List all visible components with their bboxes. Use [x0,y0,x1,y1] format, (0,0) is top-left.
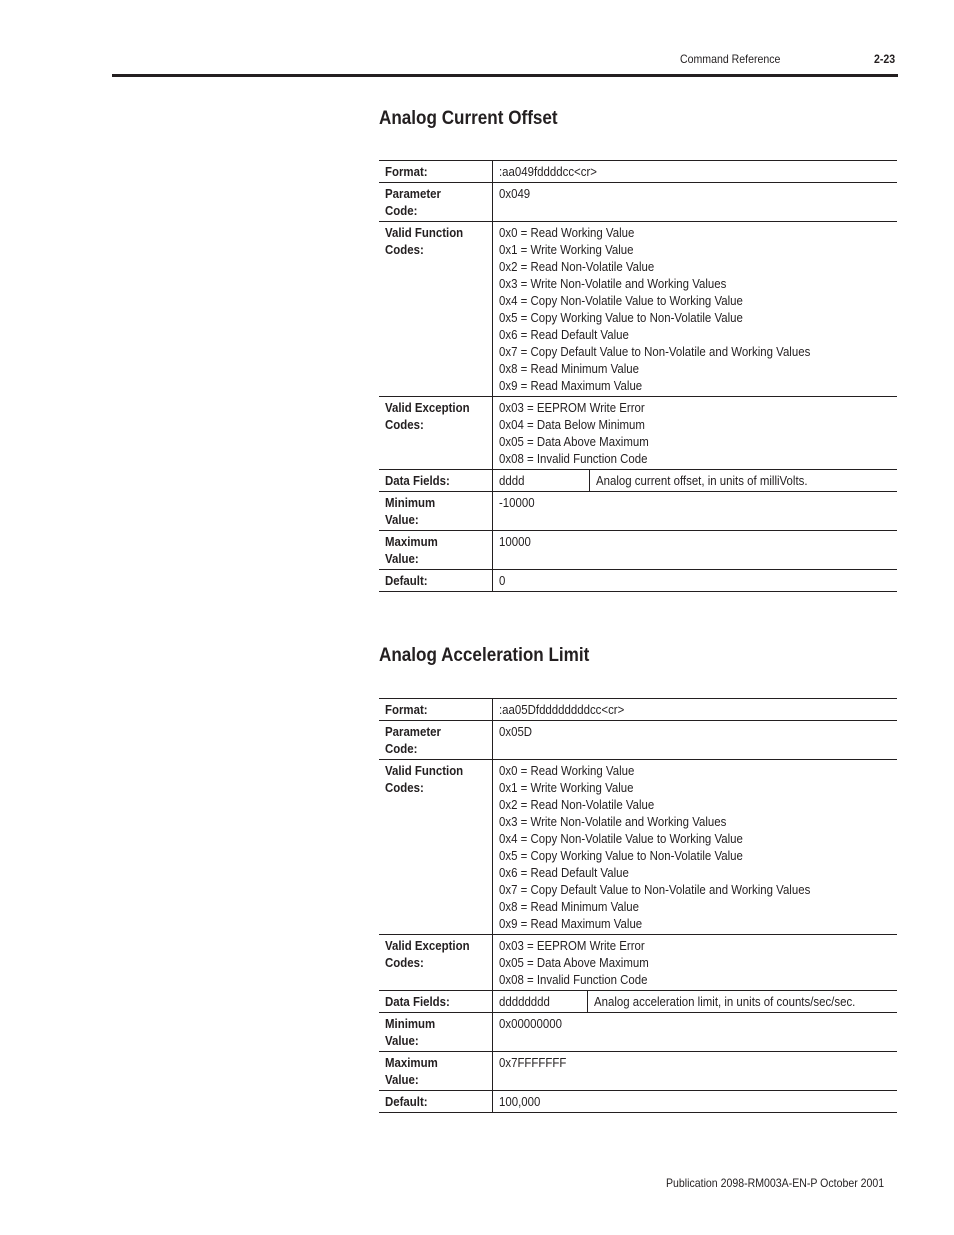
data-field-name: dddddddd [498,994,550,1009]
minimum-value-label: Value: [385,1033,419,1048]
valid-exception-codes-row [379,397,897,470]
function-code-item: 0x7 = Copy Default Value to Non-Volatile and Working Values [499,344,811,359]
exception-code-item: 0x08 = Invalid Function Code [498,972,648,987]
function-code-item: 0x1 = Write Working Value [499,242,634,257]
valid-exception-codes-label: Valid Exception [385,400,470,415]
parameter-code-value: 0x049 [499,186,531,201]
maximum-value-row [379,1052,897,1091]
function-code-item: 0x9 = Read Maximum Value [499,378,643,393]
function-code-item: 0x7 = Copy Default Value to Non-Volatile and Working Values [498,882,810,897]
minimum-value-row [379,1013,897,1052]
valid-exception-codes-label: Codes: [385,955,424,970]
maximum-value-label: Maximum [385,534,438,549]
data-fields-row [379,470,897,492]
function-code-item: 0x2 = Read Non-Volatile Value [499,259,655,274]
valid-exception-codes-row [379,935,897,991]
data-fields-row [379,991,897,1013]
running-header-section: Command Reference [680,52,781,66]
parameter-code-label: Parameter [385,724,441,739]
exception-code-item: 0x03 = EEPROM Write Error [499,400,645,415]
function-code-item: 0x5 = Copy Working Value to Non-Volatile Value [498,848,743,863]
minimum-value-label: Minimum [385,495,436,510]
data-fields-label: Data Fields: [385,473,450,488]
parameter-code-value: 0x05D [498,724,532,739]
function-code-item: 0x5 = Copy Working Value to Non-Volatile Value [499,310,743,325]
minimum-value: 0x00000000 [498,1016,562,1031]
minimum-value-label: Minimum [385,1016,436,1031]
maximum-value-row [379,531,897,570]
function-code-item: 0x8 = Read Minimum Value [499,361,640,376]
format-value: :aa049fddddcc<cr> [499,164,597,179]
parameter-code-label: Code: [385,741,418,756]
format-label: Format: [385,702,428,717]
parameter-code-label: Code: [385,203,418,218]
data-field-description: Analog acceleration limit, in units of counts/sec/sec. [594,994,856,1009]
data-field-description: Analog current offset, in units of milliVolts. [596,473,808,488]
parameter-code-row [379,183,897,222]
exception-code-item: 0x04 = Data Below Minimum [499,417,645,432]
default-value: 0 [499,573,506,588]
data-field-name: dddd [499,473,525,488]
function-code-item: 0x4 = Copy Non-Volatile Value to Working Value [498,831,743,846]
exception-code-item: 0x08 = Invalid Function Code [499,451,648,466]
exception-code-item: 0x05 = Data Above Maximum [499,434,649,449]
maximum-value-label: Value: [385,1072,419,1087]
data-fields-label: Data Fields: [385,994,450,1009]
function-code-item: 0x4 = Copy Non-Volatile Value to Working Value [499,293,743,308]
function-code-item: 0x0 = Read Working Value [498,763,635,778]
format-value: :aa05Dfddddddddcc<cr> [498,702,624,717]
function-code-item: 0x6 = Read Default Value [498,865,629,880]
section-title: Analog Current Offset [379,108,558,129]
default-row [379,570,897,592]
minimum-value-row [379,492,897,531]
maximum-value: 0x7FFFFFFF [498,1055,567,1070]
function-code-item: 0x9 = Read Maximum Value [498,916,642,931]
format-row [379,161,897,183]
valid-function-codes-label: Codes: [385,780,424,795]
format-row [379,699,897,721]
function-code-item: 0x2 = Read Non-Volatile Value [498,797,654,812]
format-label: Format: [385,164,428,179]
default-value: 100,000 [498,1094,541,1109]
maximum-value: 10000 [499,534,531,549]
minimum-value: -10000 [499,495,535,510]
default-label: Default: [385,573,428,588]
parameter-code-label: Parameter [385,186,441,201]
valid-function-codes-row [379,222,897,397]
exception-code-item: 0x03 = EEPROM Write Error [498,938,645,953]
function-code-item: 0x6 = Read Default Value [499,327,629,342]
function-code-item: 0x0 = Read Working Value [499,225,635,240]
function-code-item: 0x8 = Read Minimum Value [498,899,639,914]
valid-function-codes-label: Valid Function [385,763,464,778]
function-code-item: 0x1 = Write Working Value [498,780,634,795]
command-table [379,160,897,592]
command-table [379,698,897,1113]
function-code-item: 0x3 = Write Non-Volatile and Working Values [499,276,727,291]
valid-function-codes-row [379,760,897,935]
valid-function-codes-label: Codes: [385,242,424,257]
parameter-code-row [379,721,897,760]
exception-code-item: 0x05 = Data Above Maximum [498,955,649,970]
function-code-item: 0x3 = Write Non-Volatile and Working Values [498,814,727,829]
default-label: Default: [385,1094,428,1109]
maximum-value-label: Maximum [385,1055,438,1070]
section-title: Analog Acceleration Limit [379,645,590,666]
valid-exception-codes-label: Valid Exception [385,938,470,953]
header-rule [112,74,898,77]
page-number: 2-23 [874,52,896,66]
default-row [379,1091,897,1113]
minimum-value-label: Value: [385,512,419,527]
publication-footer: Publication 2098-RM003A-EN-P October 2001 [666,1176,885,1190]
valid-function-codes-label: Valid Function [385,225,464,240]
valid-exception-codes-label: Codes: [385,417,424,432]
maximum-value-label: Value: [385,551,419,566]
